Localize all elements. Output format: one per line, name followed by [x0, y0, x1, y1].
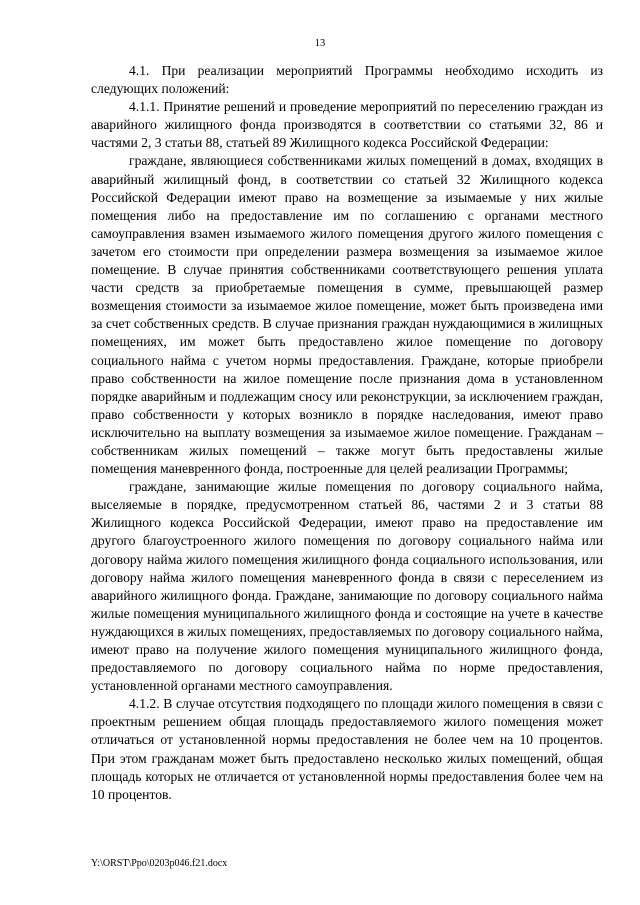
paragraph-owners: граждане, являющиеся собственниками жилых помещений в домах, входящих в аварийный жилищный фонд, в соответствии со статьей 32 Жилищного кодекса Российской Федерации имеют право на возмещение за изымаемые у них жилые помещения либо на предоставление им по соглашению с органами местного самоуправления взамен изымаемого жилого помещения другого жилого помещения с зачетом его стоимости при определении размера возмещения за изымаемое жилое помещение. В случае принятия собственниками соответствующего решения уплата части средств за приобретаемые помещения в сумме, превышающей размер возмещения стоимости за изымаемое жилое помещение, может быть произведена ими за счет собственных средств. В случае признания граждан нуждающимися в жилищных помещениях, им может быть предоставлено жилое помещение по договору социального найма с учетом нормы предоставления. Гражданe, которые приобрели право собственности на жилое помещение после признания дома в установленном порядке аварийным и подлежащим сносу или реконструкции, за исключением граждан, право собственности у которых возникло в порядке наследования, имеют право исключительно на выплату возмещения за изымаемое жилое помещение. Гражданам – собственникам жилых помещений – также могут быть предоставлены жилые помещения маневренного фонда, построенные для целей реализации Программы;	[91, 153, 603, 477]
document-body	[91, 62, 603, 804]
footer-file-path: Y:\ORST\Ppo\0203p046.f21.docx	[91, 858, 228, 869]
paragraph-4-1-1: 4.1.1. Принятие решений и проведение мероприятий по переселению граждан из аварийного жилищного фонда производятся в соответствии со статьями 32, 86 и частями 2, 3 статьи 88, статьей 89 Жилищного кодекса Российской Федерации:	[91, 99, 603, 151]
paragraph-4-1: 4.1. При реализации мероприятий Программы необходимо исходить из следующих положений:	[91, 63, 603, 97]
paragraph-4-1-2: 4.1.2. В случае отсутствия подходящего по площади жилого помещения в связи с проектным решением общая площадь предоставляемого жилого помещения может отличаться от установленной нормы предоставления не более чем на 10 процентов. При этом гражданам может быть предоставлено несколько жилых помещений, общая площадь которых не отличается от установленной нормы предоставления более чем на 10 процентов.	[91, 696, 603, 802]
paragraph-tenants: граждане, занимающие жилые помещения по договору социального найма, выселяемые в порядке, предусмотренном статьей 86, частями 2 и 3 статьи 88 Жилищного кодекса Российской Федерации, имеют право на предоставление им другого благоустроенного жилого помещения по договору социального найма или договору найма жилого помещения жилищного фонда социального использования, или договору найма жилого помещения маневренного фонда в связи с переселением из аварийного жилищного фонда. Граждане, занимающие по договору социального найма жилые помещения муниципального жилищного фонда и состоящие на учете в качестве нуждающихся в жилых помещениях, предоставляемых по договору социального найма, имеют право на получение жилого помещения муниципального жилищного фонда, предоставляемого по договору социального найма по норме предоставления, установленной органами местного самоуправления.	[91, 479, 603, 694]
page-number: 13	[314, 38, 326, 49]
